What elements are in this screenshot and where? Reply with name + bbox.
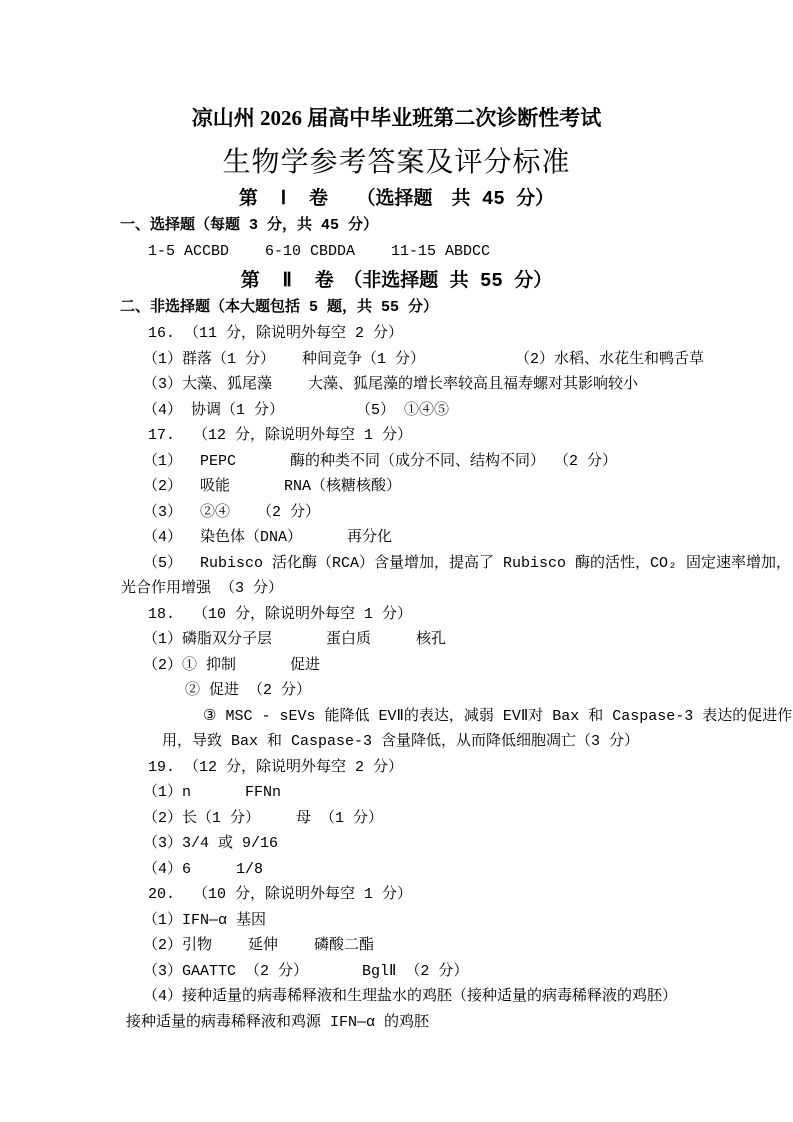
answer-line: （2）引物 延伸 磷酸二酯 <box>143 937 375 954</box>
answer-line: ② 促进 （2 分） <box>185 682 312 699</box>
answer-line: （3）GAATTC （2 分） BglⅡ （2 分） <box>143 962 469 980</box>
answer-line: （2） 吸能 RNA（核糖核酸） <box>143 478 402 495</box>
answer-line: （4）接种适量的病毒稀释液和生理盐水的鸡胚（接种适量的病毒稀释液的鸡胚） <box>143 988 678 1005</box>
answer-line: （2）① 抑制 促进 <box>143 656 321 674</box>
answer-line: 20. （10 分，除说明外每空 1 分） <box>148 886 413 903</box>
answer-lines-container <box>0 321 793 1035</box>
part2-heading: 第 Ⅱ 卷 （非选择题 共 55 分） <box>240 270 553 292</box>
answer-line: 用，导致 Bax 和 Caspase-3 含量降低，从而降低细胞凋亡（3 分） <box>162 733 640 750</box>
answer-line: 19. （12 分，除说明外每空 2 分） <box>148 758 404 776</box>
answer-line: 接种适量的病毒稀释液和鸡源 IFN—α 的鸡胚 <box>126 1013 430 1031</box>
answer-line: 17. （12 分，除说明外每空 1 分） <box>148 427 413 444</box>
multiple-choice-answers: 1-5 ACCBD 6-10 CBDDA 11-15 ABDCC <box>148 243 491 260</box>
answer-line: ③ MSC - sEVs 能降低 EVⅡ的表达，减弱 EVⅡ对 Bax 和 Caspase-3 表达的促进作 <box>203 707 793 725</box>
answer-line: （1）n FFNn <box>143 784 282 801</box>
answer-line: 18. （10 分，除说明外每空 1 分） <box>148 605 413 623</box>
answer-line: （1） PEPC 酶的种类不同（成分不同、结构不同） （2 分） <box>143 452 618 470</box>
section2-heading: 二、非选择题（本大题包括 5 题，共 55 分） <box>120 299 439 316</box>
answer-key-title: 生物学参考答案及评分标准 <box>222 147 571 178</box>
answer-line: （5） Rubisco 活化酶（RCA）含量增加，提高了 Rubisco 酶的活性，CO₂ 固定速率增加， <box>143 554 792 572</box>
exam-title: 凉山州 2026 届高中毕业班第二次诊断性考试 <box>191 106 602 130</box>
answer-line: （4）6 1/8 <box>143 860 264 878</box>
answer-line: （2）长（1 分） 母 （1 分） <box>143 809 384 827</box>
answer-line: （4） 协调（1 分） （5） ①④⑤ <box>143 401 450 419</box>
answer-line: 16. （11 分，除说明外每空 2 分） <box>148 325 404 342</box>
answer-line: （3） ②④ （2 分） <box>143 503 321 521</box>
answer-line: （3）3/4 或 9/16 <box>143 835 279 852</box>
answer-line: （1）群落（1 分） 种间竞争（1 分） （2）水稻、水花生和鸭舌草 <box>143 350 705 368</box>
answer-line: （1）IFN—α 基因 <box>143 911 267 929</box>
part1-heading: 第 Ⅰ 卷 （选择题 共 45 分） <box>238 188 555 210</box>
section1-heading: 一、选择题（每题 3 分，共 45 分） <box>120 217 379 234</box>
answer-line: 光合作用增强 （3 分） <box>121 580 284 597</box>
answer-line: （1）磷脂双分子层 蛋白质 核孔 <box>143 631 447 648</box>
answer-line: （4） 染色体（DNA） 再分化 <box>143 529 393 546</box>
answer-line: （3）大藻、狐尾藻 大藻、狐尾藻的增长率较高且福寿螺对其影响较小 <box>143 376 639 393</box>
